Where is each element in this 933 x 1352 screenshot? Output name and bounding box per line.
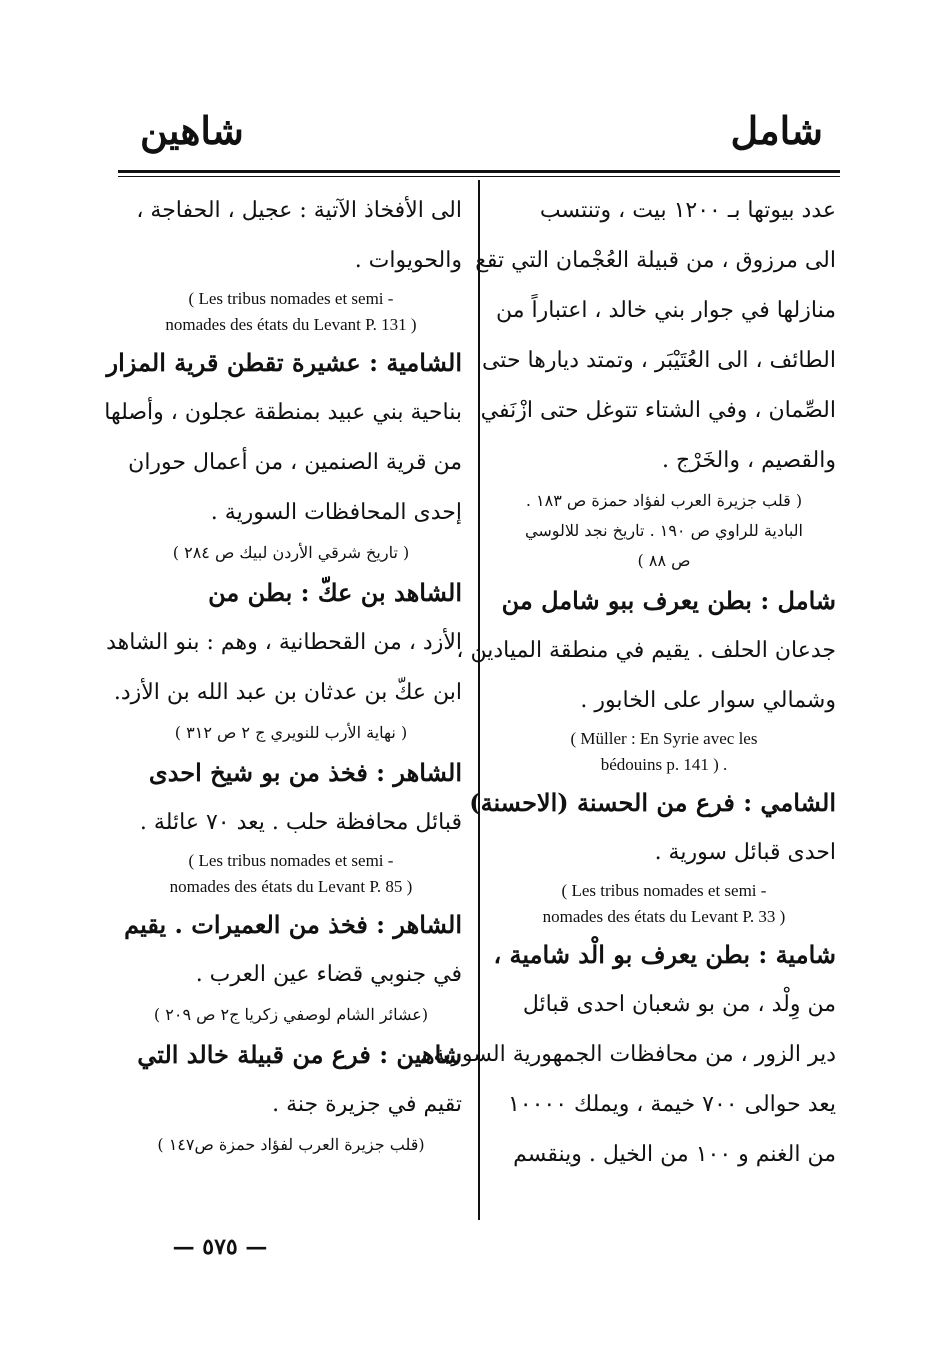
body-line: والحويوات . bbox=[354, 248, 462, 273]
french-reference-line: ( Les tribus nomades et semi - bbox=[188, 851, 394, 870]
body-line: يعد حوالى ٧٠٠ خيمة ، ويملك ١٠٠٠٠ bbox=[507, 1092, 836, 1117]
body-line: في جنوبي قضاء عين العرب . bbox=[195, 962, 462, 987]
arabic-reference-line: البادية للراوي ص ١٩٠ . تاريخ نجد للالوسي bbox=[524, 521, 803, 540]
entry-heading-line: الشامي : فرع من الحسنة (الاحسنة) bbox=[469, 788, 836, 817]
french-reference-line: ( Müller : En Syrie avec les bbox=[570, 729, 758, 748]
french-reference-line: nomades des états du Levant P. 131 ) bbox=[165, 315, 417, 334]
body-line: والقصيم ، والخَرْج . bbox=[662, 448, 836, 473]
body-line: الطائف ، الى العُتَيْبَر ، وتمتد ديارها حتى bbox=[481, 348, 836, 373]
body-line: دير الزور ، من محافظات الجمهورية السورية . bbox=[419, 1042, 836, 1067]
body-line: جدعان الحلف . يقيم في منطقة الميادين ، bbox=[456, 638, 836, 663]
entry-heading-line: شامية : بطن يعرف بو الْد شامية ، bbox=[493, 940, 836, 969]
arabic-reference-line: (قلب جزيرة العرب لفؤاد حمزة ص١٤٧ ) bbox=[157, 1135, 425, 1154]
arabic-reference-line: ص ٨٨ ) bbox=[637, 551, 691, 570]
french-reference-line: nomades des états du Levant P. 85 ) bbox=[169, 877, 413, 896]
entry-heading-line: الشامية : عشيرة تقطن قرية المزار bbox=[106, 348, 462, 377]
header-rule bbox=[118, 170, 840, 173]
entry-heading-line: شامل : بطن يعرف ببو شامل من bbox=[501, 586, 836, 615]
body-line: الصِّمان ، وفي الشتاء تتوغل حتى ازْنَفي bbox=[480, 398, 836, 423]
right-column bbox=[419, 186, 836, 1180]
header-left-title: شاهين bbox=[140, 108, 244, 153]
body-line: الأزد ، من القحطانية ، وهم : بنو الشاهد bbox=[106, 630, 462, 655]
french-reference-line: bédouins p. 141 ) . bbox=[600, 755, 728, 774]
body-line: منازلها في جوار بني خالد ، اعتباراً من bbox=[495, 298, 836, 323]
body-line: عدد بيوتها بـ ١٢٠٠ بيت ، وتنتسب bbox=[539, 198, 836, 223]
french-reference-line: nomades des états du Levant P. 33 ) bbox=[542, 907, 786, 926]
body-line: إحدى المحافظات السورية . bbox=[210, 500, 462, 525]
arabic-reference-line: (عشائر الشام لوصفي زكريا ج٢ ص ٢٠٩ ) bbox=[153, 1005, 429, 1024]
body-line: من وِلْد ، من بو شعبان احدى قبائل bbox=[522, 992, 836, 1017]
body-line: من الغنم و ١٠٠ من الخيل . وينقسم bbox=[513, 1142, 836, 1167]
body-line: بناحية بني عبيد بمنطقة عجلون ، وأصلها bbox=[104, 400, 462, 425]
entry-heading-line: شاهين : فرع من قبيلة خالد التي bbox=[137, 1040, 462, 1069]
arabic-reference-line: ( تاريخ شرقي الأردن لبيك ص ٢٨٤ ) bbox=[172, 543, 410, 562]
entry-heading-line: الشاهد بن عكّ : بطن من bbox=[208, 578, 462, 607]
french-reference-line: ( Les tribus nomades et semi - bbox=[561, 881, 767, 900]
left-column bbox=[104, 186, 462, 1160]
page-number: — ٥٧٥ — bbox=[172, 1234, 268, 1260]
body-line: وشمالي سوار على الخابور . bbox=[580, 688, 836, 713]
body-line: من قرية الصنمين ، من أعمال حوران bbox=[128, 450, 462, 475]
body-line: تقيم في جزيرة جنة . bbox=[272, 1092, 462, 1117]
entry-heading-line: الشاهر : فخذ من العميرات . يقيم bbox=[124, 910, 462, 939]
body-line: قبائل محافظة حلب . يعد ٧٠ عائلة . bbox=[139, 810, 462, 835]
body-line: الى الأفخاذ الآتية : عجيل ، الحفاجة ، bbox=[136, 198, 462, 223]
body-line: الى مرزوق ، من قبيلة العُجْمان التي تقع bbox=[475, 248, 836, 273]
entry-heading-line: الشاهر : فخذ من بو شيخ احدى bbox=[148, 758, 462, 787]
body-line: احدى قبائل سورية . bbox=[654, 840, 836, 865]
arabic-reference-line: ( قلب جزيرة العرب لفؤاد حمزة ص ١٨٣ . bbox=[525, 491, 803, 510]
header-rule-thin bbox=[118, 176, 840, 177]
header-right-title: شامل bbox=[730, 108, 823, 153]
body-line: ابن عكّ بن عدثان بن عبد الله بن الأزد. bbox=[113, 680, 462, 705]
french-reference-line: ( Les tribus nomades et semi - bbox=[188, 289, 394, 308]
arabic-reference-line: ( نهاية الأرب للنويري ج ٢ ص ٣١٢ ) bbox=[174, 723, 408, 742]
